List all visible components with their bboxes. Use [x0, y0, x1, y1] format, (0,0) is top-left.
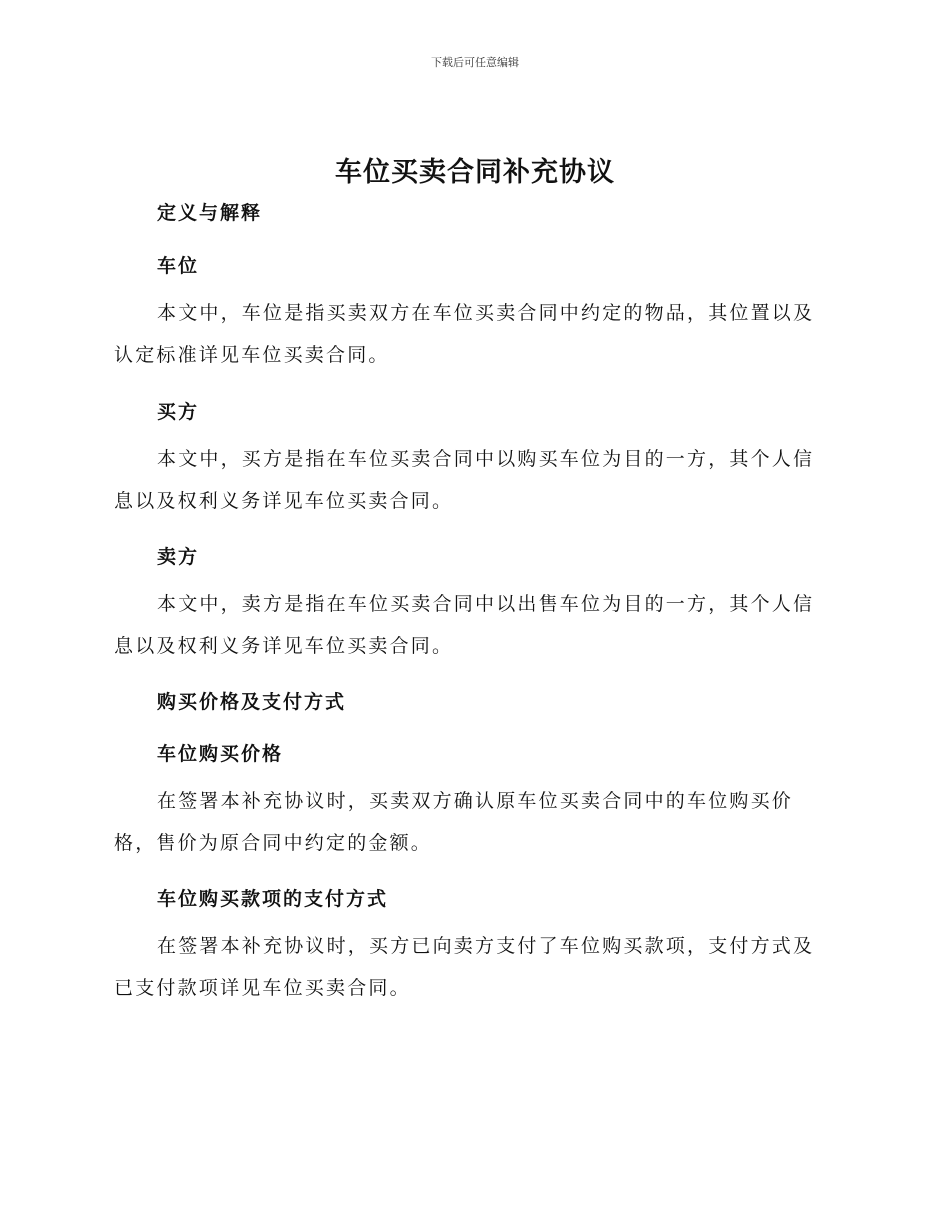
page-header-note: 下载后可任意编辑: [431, 56, 519, 69]
section-heading-price-payment: 购买价格及支付方式: [157, 691, 347, 713]
paragraph-parking-space: 本文中，车位是指买卖双方在车位买卖合同中约定的物品，其位置以及认定标准详见车位买卖合同。: [114, 302, 815, 366]
subheading-purchase-price: 车位购买价格: [157, 743, 284, 765]
subheading-seller: 卖方: [157, 546, 200, 568]
paragraph-seller: 本文中，卖方是指在车位买卖合同中以出售车位为目的一方，其个人信息以及权利义务详见车位买卖合同。: [114, 593, 815, 657]
document-title: 车位买卖合同补充协议: [335, 157, 615, 188]
subheading-buyer: 买方: [157, 401, 200, 423]
section-heading-definitions: 定义与解释: [157, 202, 263, 224]
subheading-parking-space: 车位: [157, 255, 200, 277]
subheading-payment-method: 车位购买款项的支付方式: [157, 888, 389, 910]
paragraph-payment-method: 在签署本补充协议时，买方已向卖方支付了车位购买款项，支付方式及已支付款项详见车位买卖合同。: [114, 935, 815, 999]
paragraph-purchase-price: 在签署本补充协议时，买卖双方确认原车位买卖合同中的车位购买价格，售价为原合同中约定的金额。: [114, 790, 794, 854]
paragraph-buyer: 本文中，买方是指在车位买卖合同中以购买车位为目的一方，其个人信息以及权利义务详见车位买卖合同。: [114, 448, 815, 512]
